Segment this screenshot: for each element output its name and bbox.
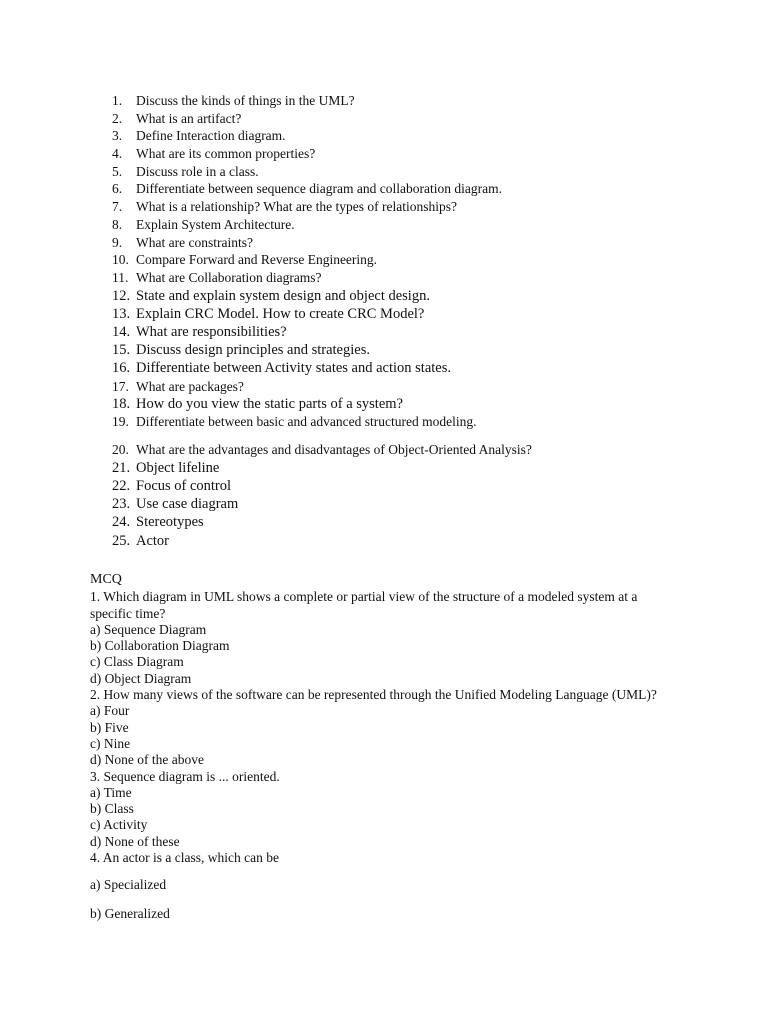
list-item xyxy=(112,495,532,513)
item-text: Differentiate between Activity states and action states. xyxy=(136,360,451,377)
item-number: 11. xyxy=(112,269,129,285)
item-text: What is an artifact? xyxy=(136,110,242,126)
list-item xyxy=(112,216,532,234)
item-number: 5. xyxy=(112,163,123,179)
item-number: 22. xyxy=(112,477,131,494)
item-text: What are its common properties? xyxy=(136,146,316,162)
list-item xyxy=(112,110,532,128)
item-text: Compare Forward and Reverse Engineering. xyxy=(136,252,378,268)
item-number: 10. xyxy=(112,252,129,268)
mcq-option: d) Object Diagram xyxy=(90,670,192,686)
list-item xyxy=(112,323,532,341)
list-item xyxy=(112,341,532,359)
list-item xyxy=(112,513,532,531)
mcq-option: d) None of the above xyxy=(90,752,204,768)
mcq-option: a) Four xyxy=(90,703,130,719)
list-item xyxy=(112,127,532,145)
item-text: What is a relationship? What are the types of relationships? xyxy=(136,199,458,215)
item-text: Stereotypes xyxy=(136,514,204,531)
list-item xyxy=(112,92,532,110)
mcq-option: a) Time xyxy=(90,784,132,800)
item-number: 15. xyxy=(112,342,131,359)
mcq-option: d) None of these xyxy=(90,833,180,849)
mcq-question: 2. How many views of the software can be represented through the Unified Modeling Language (UML)? xyxy=(90,687,657,703)
item-number: 13. xyxy=(112,305,131,322)
item-number: 12. xyxy=(112,287,131,304)
mcq-option: c) Nine xyxy=(90,735,131,751)
mcq-section xyxy=(90,572,670,922)
item-text: Differentiate between sequence diagram and collaboration diagram. xyxy=(136,181,502,197)
item-text: State and explain system design and object design. xyxy=(136,287,430,304)
item-number: 8. xyxy=(112,216,123,232)
item-number: 4. xyxy=(112,146,123,162)
item-number: 3. xyxy=(112,128,123,144)
item-number: 18. xyxy=(112,396,131,413)
item-number: 20. xyxy=(112,442,129,458)
item-text: How do you view the static parts of a system? xyxy=(136,396,403,413)
list-item xyxy=(112,441,532,459)
mcq-option: c) Activity xyxy=(90,817,148,833)
item-text: Discuss the kinds of things in the UML? xyxy=(136,93,355,108)
question-list xyxy=(112,92,532,550)
list-item xyxy=(112,359,532,377)
list-item xyxy=(112,234,532,252)
item-text: What are Collaboration diagrams? xyxy=(136,269,322,285)
list-item xyxy=(112,477,532,495)
item-number: 16. xyxy=(112,360,131,377)
item-number: 17. xyxy=(112,378,129,394)
item-text: What are the advantages and disadvantages of Object-Oriented Analysis? xyxy=(136,442,532,458)
item-text: Focus of control xyxy=(136,477,232,494)
list-item xyxy=(112,305,532,323)
list-item xyxy=(112,251,532,269)
list-item xyxy=(112,287,532,305)
item-text: Actor xyxy=(136,532,170,549)
list-item xyxy=(112,180,532,198)
item-text: Discuss design principles and strategies. xyxy=(136,342,370,359)
item-text: Use case diagram xyxy=(136,496,239,513)
list-item xyxy=(112,532,532,550)
item-text: What are constraints? xyxy=(136,234,253,250)
mcq-option: b) Five xyxy=(90,719,129,735)
mcq-question: 1. Which diagram in UML shows a complete or partial view of the structure of a modeled system at a specific time? xyxy=(90,589,638,621)
item-text: Define Interaction diagram. xyxy=(136,128,286,144)
list-item xyxy=(112,413,532,431)
item-text: Explain CRC Model. How to create CRC Model? xyxy=(136,305,425,322)
list-item xyxy=(112,269,532,287)
mcq-option: a) Specialized xyxy=(90,877,167,893)
list-item xyxy=(112,459,532,477)
mcq-option: b) Class xyxy=(90,801,134,817)
item-number: 25. xyxy=(112,532,131,549)
item-number: 21. xyxy=(112,459,131,476)
item-text: Discuss role in a class. xyxy=(136,163,259,179)
item-number: 19. xyxy=(112,414,129,430)
item-number: 9. xyxy=(112,234,123,250)
section-heading: MCQ xyxy=(90,572,122,587)
list-item xyxy=(112,163,532,181)
mcq-question: 4. An actor is a class, which can be xyxy=(90,850,279,866)
item-number: 24. xyxy=(112,514,131,531)
list-item xyxy=(112,198,532,216)
item-text: Explain System Architecture. xyxy=(136,216,295,232)
mcq-option: c) Class Diagram xyxy=(90,654,184,670)
item-text: What are packages? xyxy=(136,378,244,394)
list-item xyxy=(112,145,532,163)
item-text: Differentiate between basic and advanced structured modeling. xyxy=(136,414,477,430)
list-item xyxy=(112,395,532,413)
mcq-question: 3. Sequence diagram is ... oriented. xyxy=(90,768,280,784)
item-text: What are responsibilities? xyxy=(136,323,287,340)
item-number: 14. xyxy=(112,323,131,340)
item-number: 6. xyxy=(112,181,123,197)
mcq-option: a) Sequence Diagram xyxy=(90,621,207,637)
mcq-option: b) Collaboration Diagram xyxy=(90,638,230,654)
item-text: Object lifeline xyxy=(136,459,220,476)
item-number: 2. xyxy=(112,110,123,126)
list-item xyxy=(112,378,532,396)
item-number: 7. xyxy=(112,199,123,215)
item-number: 23. xyxy=(112,496,131,513)
mcq-option: b) Generalized xyxy=(90,905,170,921)
item-number: 1. xyxy=(112,93,123,108)
